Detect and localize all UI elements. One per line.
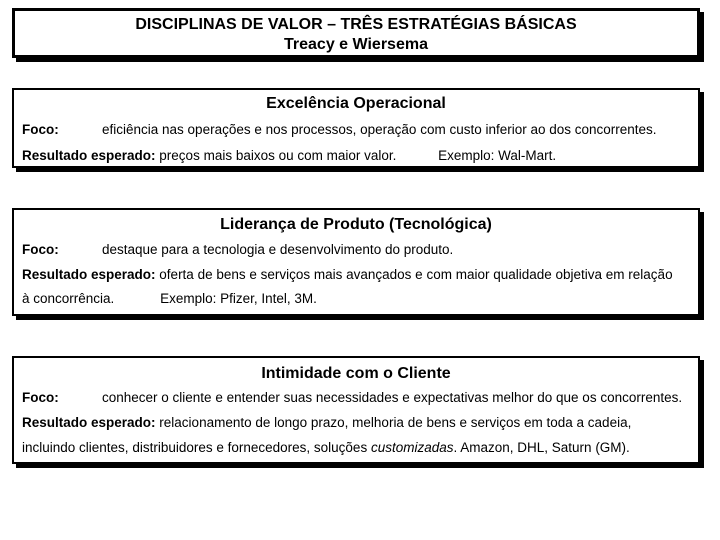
result-text: oferta de bens e serviços mais avançados e com maior qualidade objetiva em relação [159, 267, 673, 282]
focus-text: destaque para a tecnologia e desenvolvimento do produto. [102, 242, 454, 257]
page-title: DISCIPLINAS DE VALOR – TRÊS ESTRATÉGIAS BÁSICAS [135, 16, 577, 33]
section-operational-excellence [12, 88, 700, 168]
focus-text: eficiência nas operações e nos processos, operação com custo inferior ao dos concorrentes. [102, 122, 657, 137]
result-text-examples: . Amazon, DHL, Saturn (GM). [453, 440, 630, 455]
section-heading: Excelência Operacional [266, 95, 446, 112]
section-product-leadership [12, 208, 700, 316]
example-text: Exemplo: Pfizer, Intel, 3M. [160, 291, 317, 306]
focus-text: conhecer o cliente e entender suas necessidades e expectativas melhor do que os concorrentes. [102, 390, 683, 405]
result-text: preços mais baixos ou com maior valor. [159, 148, 397, 163]
section-customer-intimacy [12, 356, 700, 464]
title-box [12, 8, 700, 58]
focus-label: Foco: [22, 390, 59, 405]
focus-label: Foco: [22, 122, 59, 137]
page-subtitle: Treacy e Wiersema [284, 36, 428, 53]
result-text-continued: à concorrência. [22, 291, 115, 306]
result-label: Resultado esperado: [22, 148, 156, 163]
result-label: Resultado esperado: [22, 415, 156, 430]
result-text: relacionamento de longo prazo, melhoria de bens e serviços em toda a cadeia, [159, 415, 632, 430]
result-label: Resultado esperado: [22, 267, 156, 282]
example-text: Exemplo: Wal-Mart. [438, 148, 557, 163]
result-text-emphasis: customizadas [370, 440, 454, 455]
section-heading: Intimidade com o Cliente [261, 365, 451, 382]
section-heading: Liderança de Produto (Tecnológica) [220, 216, 492, 233]
result-text-continued: incluindo clientes, distribuidores e fornecedores, soluções [22, 440, 371, 455]
focus-label: Foco: [22, 242, 59, 257]
